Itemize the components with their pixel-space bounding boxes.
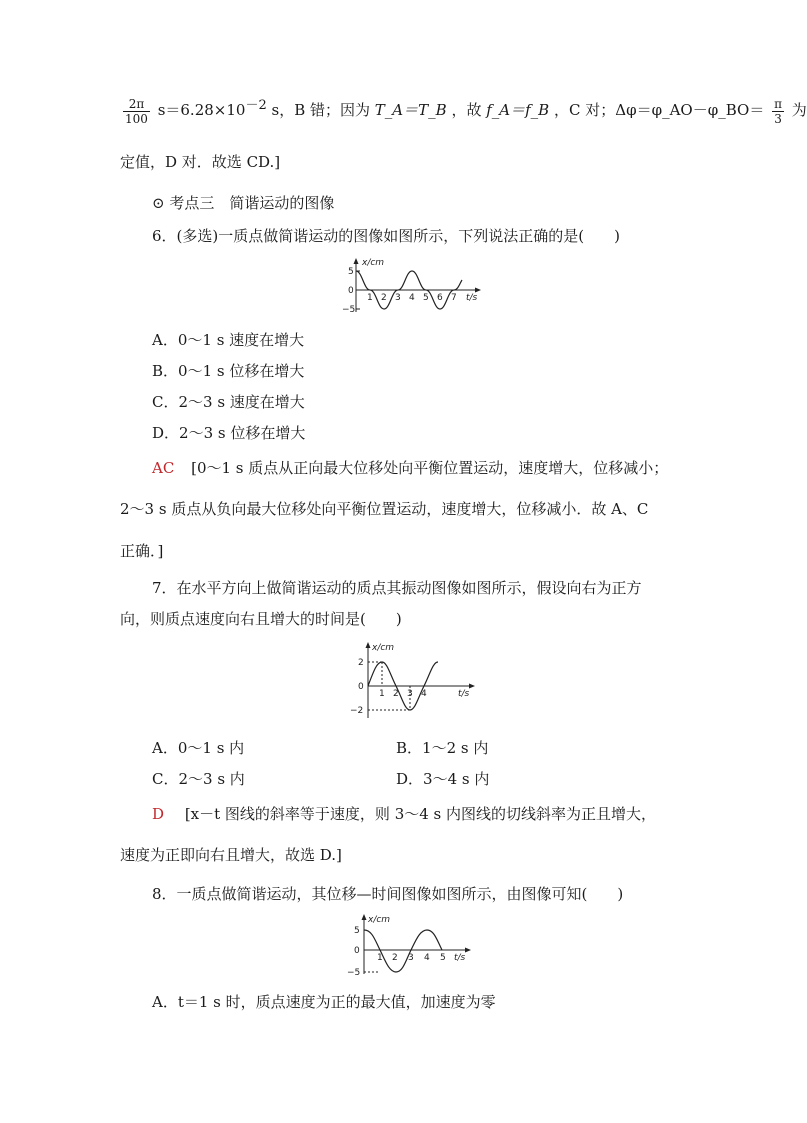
svg-text:1: 1 [379,689,385,699]
svg-text:5: 5 [348,267,354,277]
question-8-stem: 8．一质点做简谐运动，其位移—时间图像如图所示，由图像可知( ) [152,885,624,903]
question-6-graph [338,256,488,318]
svg-text:x/cm: x/cm [362,258,385,268]
question-6-explanation-3: 正确．] [120,542,164,560]
prev-answer-line-2: 定值，D 对．故选 CD.] [120,153,281,171]
question-6-option-c: C．2～3 s 速度在增大 [152,393,305,411]
question-8-option-a: A．t＝1 s 时，质点速度为正的最大值，加速度为零 [152,993,496,1011]
svg-text:t/s: t/s [466,293,478,303]
svg-text:5: 5 [354,926,360,936]
question-7-graph [344,640,484,722]
question-7-option-d: D．3～4 s 内 [396,770,490,788]
svg-text:2: 2 [392,953,398,963]
svg-text:−2: −2 [350,706,364,716]
question-7-answer: D [152,805,165,823]
question-6-option-d: D．2～3 s 位移在增大 [152,424,306,442]
prev-answer-line-1: $\frac{2\pi}{100}$ $s=6.28\times 10^{-2}$ s，B 错；因为 T_A＝T_B ，故 f_A＝f_B ，C 对；Δφ＝φ_AO－φ_BO＝ $\frac{\pi}{3}$ 为 [125,96,807,126]
svg-text:2: 2 [393,689,399,699]
question-7-answer-line: D [x－t 图线的斜率等于速度，则 3～4 s 内图线的切线斜率为正且增大， [152,805,657,823]
question-7-stem-1: 7．在水平方向上做简谐运动的质点其振动图像如图所示，假设向右为正方 [152,579,642,597]
svg-text:7: 7 [451,293,457,303]
svg-text:0: 0 [348,286,354,296]
svg-text:4: 4 [421,689,427,699]
question-6-answer-line: AC [0～1 s 质点从正向最大位移处向平衡位置运动，速度增大，位移减小； [152,459,669,477]
section-header [152,193,334,213]
svg-text:2: 2 [381,293,387,303]
question-6-stem: 6．(多选)一质点做简谐运动的图像如图所示，下列说法正确的是( ) [152,227,620,245]
svg-text:4: 4 [424,953,430,963]
svg-text:x/cm: x/cm [368,915,391,925]
svg-text:x/cm: x/cm [372,643,395,653]
question-7-option-a: A．0～1 s 内 [152,739,245,757]
question-6-option-a: A．0～1 s 速度在增大 [152,331,305,349]
question-7-option-c: C．2～3 s 内 [152,770,245,788]
question-7-option-b: B．1～2 s 内 [396,739,489,757]
section-title: 考点三 简谐运动的图像 [169,194,335,212]
question-7-explanation-2: 速度为正即向右且增大，故选 D.] [120,846,342,864]
svg-text:−5: −5 [342,305,356,315]
svg-text:t/s: t/s [458,689,470,699]
svg-text:1: 1 [367,293,373,303]
svg-text:3: 3 [407,689,413,699]
question-6-option-b: B．0～1 s 位移在增大 [152,362,305,380]
question-6-answer: AC [152,459,175,477]
svg-text:2: 2 [358,658,364,668]
fraction-pi-over-3: $\frac{\pi}{3}$ [774,96,782,126]
svg-text:4: 4 [409,293,415,303]
question-8-graph [344,912,484,978]
svg-text:6: 6 [437,293,443,303]
question-6-explanation-2: 2～3 s 质点从负向最大位移处向平衡位置运动，速度增大，位移减小．故 A、C [120,500,649,518]
svg-text:1: 1 [377,953,383,963]
fraction-2pi-over-100: $\frac{2\pi}{100}$ [125,96,148,126]
svg-text:−5: −5 [347,968,361,978]
target-icon: ⊙ [152,194,165,212]
svg-text:5: 5 [440,953,446,963]
svg-text:3: 3 [408,953,414,963]
svg-text:t/s: t/s [454,953,466,963]
svg-text:0: 0 [354,946,360,956]
svg-text:3: 3 [395,293,401,303]
svg-text:0: 0 [358,682,364,692]
question-7-stem-2: 向，则质点速度向右且增大的时间是( ) [120,610,402,628]
svg-text:5: 5 [423,293,429,303]
